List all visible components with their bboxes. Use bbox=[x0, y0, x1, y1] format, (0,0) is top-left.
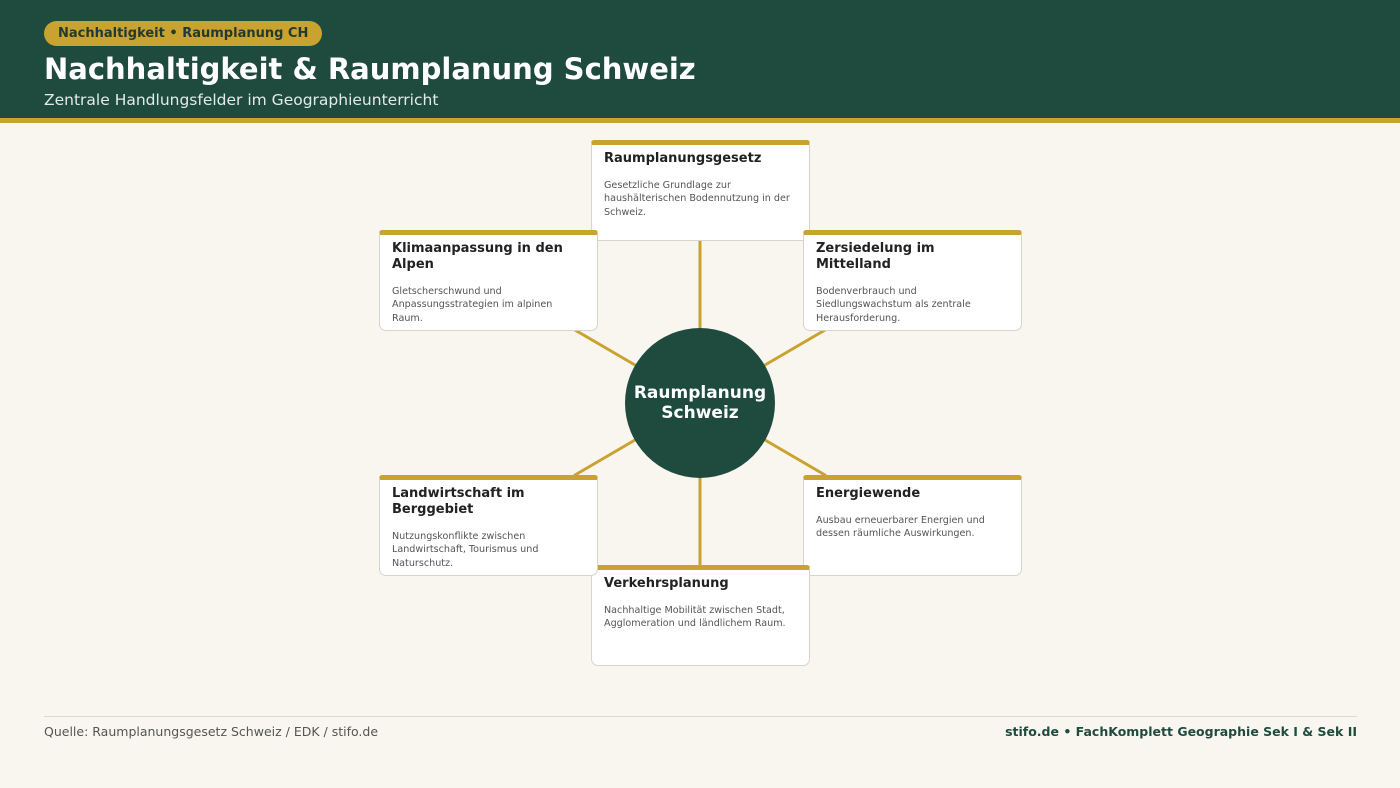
topic-card-klimaanpassung bbox=[379, 230, 598, 331]
card-description: Nachhaltige Mobilität zwischen Stadt, Agglomeration und ländlichem Raum. bbox=[604, 605, 786, 630]
card-title: Zersiedelung im Mittelland bbox=[816, 241, 935, 272]
page-subtitle: Zentrale Handlungsfelder im Geographieunterricht bbox=[44, 91, 439, 109]
topic-card-landwirtschaft bbox=[379, 475, 598, 576]
card-title: Raumplanungsgesetz bbox=[604, 151, 762, 166]
card-title: Klimaanpassung in den Alpen bbox=[392, 241, 563, 272]
central-hub bbox=[625, 328, 775, 478]
topic-card-verkehrsplanung bbox=[591, 565, 810, 666]
hub-label-line1: Raumplanung bbox=[633, 383, 767, 403]
source-note: Quelle: Raumplanungsgesetz Schweiz / EDK / stifo.de bbox=[44, 724, 379, 739]
connector-klimaanpassung bbox=[575, 330, 635, 365]
topic-card-zersiedelung bbox=[803, 230, 1022, 331]
topic-card-raumplanungsgesetz bbox=[591, 140, 810, 241]
card-description: Gesetzliche Grundlage zur haushälterischen Bodennutzung in der Schweiz. bbox=[604, 180, 790, 218]
topic-card-energiewende bbox=[803, 475, 1022, 576]
card-description: Ausbau erneuerbarer Energien und dessen räumliche Auswirkungen. bbox=[816, 515, 985, 540]
connector-energiewende bbox=[765, 440, 825, 475]
card-description: Nutzungskonflikte zwischen Landwirtschaft, Tourismus und Naturschutz. bbox=[392, 531, 539, 569]
connector-zersiedelung bbox=[765, 330, 825, 365]
hub-label-line2: Schweiz bbox=[661, 403, 739, 423]
card-title: Energiewende bbox=[816, 486, 921, 501]
card-description: Gletscherschwund und Anpassungsstrategien im alpinen Raum. bbox=[392, 286, 553, 324]
connector-landwirtschaft bbox=[575, 440, 635, 475]
hub-label bbox=[634, 383, 766, 423]
card-title: Landwirtschaft im Berggebiet bbox=[392, 486, 525, 517]
card-description: Bodenverbrauch und Siedlungswachstum als zentrale Herausforderung. bbox=[816, 286, 971, 324]
topic-badge: Nachhaltigkeit • Raumplanung CH bbox=[44, 21, 322, 46]
brand-credit: stifo.de • FachKomplett Geographie Sek I & Sek II bbox=[1005, 724, 1357, 739]
page-title: Nachhaltigkeit & Raumplanung Schweiz bbox=[44, 52, 696, 86]
footer-divider bbox=[44, 716, 1357, 717]
card-title: Verkehrsplanung bbox=[604, 576, 729, 591]
